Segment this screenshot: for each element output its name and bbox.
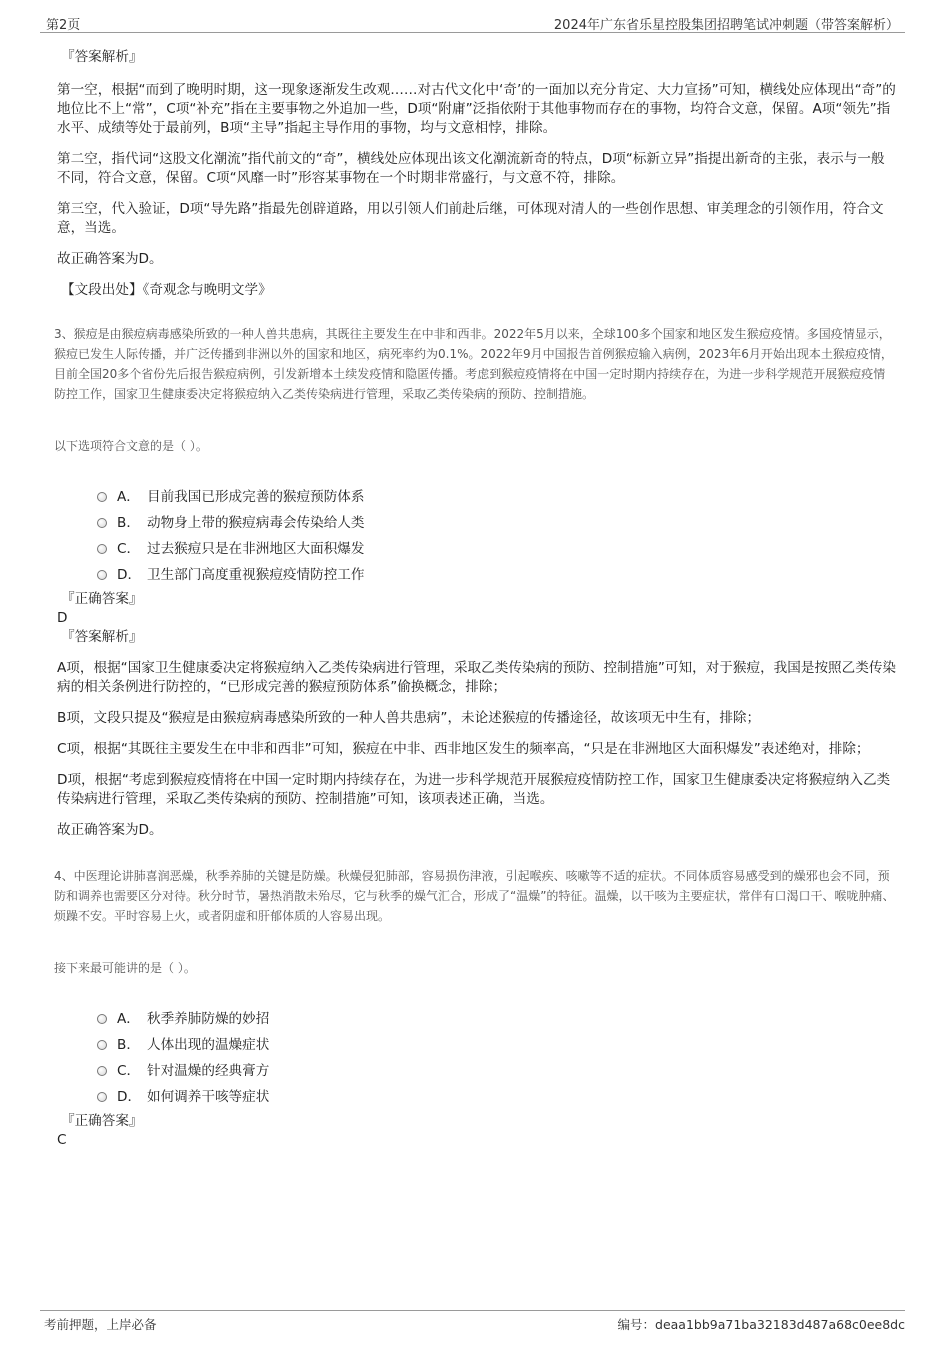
q3-analysis-d: D项，根据“考虑到猴痘疫情将在中国一定时期内持续存在，为进一步科学规范开展猴痘疫情防控工作，国家卫生健康委决定将猴痘纳入乙类传染病进行管理，采取乙类传染病的预防、控制措施”可知，该项表述正确，当选。: [57, 772, 891, 807]
q3-analysis-b: B项，文段只提及“猴痘是由猴痘病毒感染所致的一种人兽共患病”，未论述猴痘的传播途径，故该项无中生有，排除；: [57, 710, 761, 726]
q4-option-b[interactable]: B． 人体出现的温燥症状: [97, 1030, 897, 1056]
page-header: [40, 10, 905, 33]
footer-serial-number: 编号：deaa1bb9a71ba32183d487a68c0ee8dc: [617, 1317, 905, 1332]
radio-icon[interactable]: [97, 1092, 107, 1102]
radio-icon[interactable]: [97, 1014, 107, 1024]
q3-stem: 3、猴痘是由猴痘病毒感染所致的一种人兽共患病，其既往主要发生在中非和西非。2022年5月以来，全球100多个国家和地区发生猴痘疫情。多国疫情显示，猴痘已发生人际传播，并广泛传播到非洲以外的国家和地区，病死率约为0.1%。2022年9月中国报告首例猴痘输入病例，2023年6月开始出现本土猴痘疫情，目前全国20多个省份先后报告猴痘病例，引发新增本土续发疫情和隐匿传播。考虑到猴痘疫情将在中国一定时期内持续存在，为进一步科学规范开展猴痘疫情防控工作，国家卫生健康委决定将猴痘纳入乙类传染病进行管理，采取乙类传染病的预防、控制措施。: [54, 327, 893, 401]
document-title: 2024年广东省乐星控股集团招聘笔试冲刺题（带答案解析）: [553, 18, 899, 33]
q3-option-d[interactable]: D． 卫生部门高度重视猴痘疫情防控工作: [97, 560, 897, 586]
page-footer: [40, 1310, 905, 1331]
q4-prompt: 接下来最可能讲的是（ ）。: [54, 961, 196, 975]
q3-analysis-a: A项，根据“国家卫生健康委决定将猴痘纳入乙类传染病进行管理，采取乙类传染病的预防、控制措施”可知，对于猴痘，我国是按照乙类传染病的相关条例进行防控的，“已形成完善的猴痘预防体系”偷换概念，排除；: [57, 660, 897, 695]
q2-analysis-p2: 第二空，指代词“这股文化潮流”指代前文的“奇”，横线处应体现出该文化潮流新奇的特点，D项“标新立异”指提出新奇的主张，表示与一般不同，符合文意，保留。C项“风靡一时”形容某事物在一个时期非常盛行，与文意不符，排除。: [57, 151, 885, 186]
q3-option-c[interactable]: C． 过去猴痘只是在非洲地区大面积爆发: [97, 534, 897, 560]
page-content: [54, 48, 897, 1150]
q3-prompt: 以下选项符合文意的是（ ）。: [54, 439, 208, 453]
q3-correct-label: 『正确答案』: [61, 591, 143, 607]
q4-correct-label: 『正确答案』: [61, 1113, 143, 1129]
q3-option-a[interactable]: A． 目前我国已形成完善的猴痘预防体系: [97, 482, 897, 508]
q4-option-d[interactable]: D． 如何调养干咳等症状: [97, 1082, 897, 1108]
q3-analysis-c: C项，根据“其既往主要发生在中非和西非”可知，猴痘在中非、西非地区发生的频率高，“只是在非洲地区大面积爆发”表述绝对，排除；: [57, 741, 870, 757]
q3-options: [57, 482, 897, 586]
q4-correct-answer: C: [57, 1132, 67, 1148]
q2-analysis-label: 『答案解析』: [61, 49, 143, 65]
radio-icon[interactable]: [97, 1066, 107, 1076]
q3-correct-answer: D: [57, 610, 68, 626]
radio-icon[interactable]: [97, 492, 107, 502]
q2-final-answer: 故正确答案为D。: [57, 251, 163, 267]
q4-option-a[interactable]: A． 秋季养肺防燥的妙招: [97, 1004, 897, 1030]
q4-option-c[interactable]: C． 针对温燥的经典膏方: [97, 1056, 897, 1082]
q3-final-answer: 故正确答案为D。: [57, 822, 163, 838]
q4-options: [57, 1004, 897, 1108]
q3-option-b[interactable]: B． 动物身上带的猴痘病毒会传染给人类: [97, 508, 897, 534]
q2-source: 【文段出处】《奇观念与晚明文学》: [61, 282, 272, 298]
q4-stem: 4、中医理论讲肺喜润恶燥，秋季养肺的关键是防燥。秋燥侵犯肺部，容易损伤津液，引起喉疾、咳嗽等不适的症状。不同体质容易感受到的燥邪也会不同，预防和调养也需要区分对待。秋分时节，暑热消散未殆尽，它与秋季的燥气汇合，形成了“温燥”的特征。温燥，以干咳为主要症状，常伴有口渴口干、喉咙肿痛、烦躁不安。平时容易上火，或者阴虚和肝郁体质的人容易出现。: [54, 869, 895, 923]
radio-icon[interactable]: [97, 1040, 107, 1050]
page-number: 第2页: [46, 18, 81, 33]
q2-analysis-p1: 第一空，根据“而到了晚明时期，这一现象逐渐发生改观……对古代文化中‘奇’的一面加以充分肯定、大力宣扬”可知，横线处应体现出“奇”的地位比不上“常”，C项“补充”指在主要事物之外追加一些，D项“附庸”泛指依附于其他事物而存在的事物，均符合文意，保留。A项“领先”指水平、成绩等处于最前列，B项“主导”指起主导作用的事物，均与文意相悖，排除。: [57, 82, 896, 136]
radio-icon[interactable]: [97, 518, 107, 528]
q3-analysis-label: 『答案解析』: [61, 629, 143, 645]
radio-icon[interactable]: [97, 544, 107, 554]
q2-analysis-p3: 第三空，代入验证，D项“导先路”指最先创辟道路，用以引领人们前赴后继，可体现对清人的一些创作思想、审美理念的引领作用，符合文意，当选。: [57, 201, 884, 236]
radio-icon[interactable]: [97, 570, 107, 580]
footer-slogan: 考前押题，上岸必备: [44, 1317, 157, 1332]
